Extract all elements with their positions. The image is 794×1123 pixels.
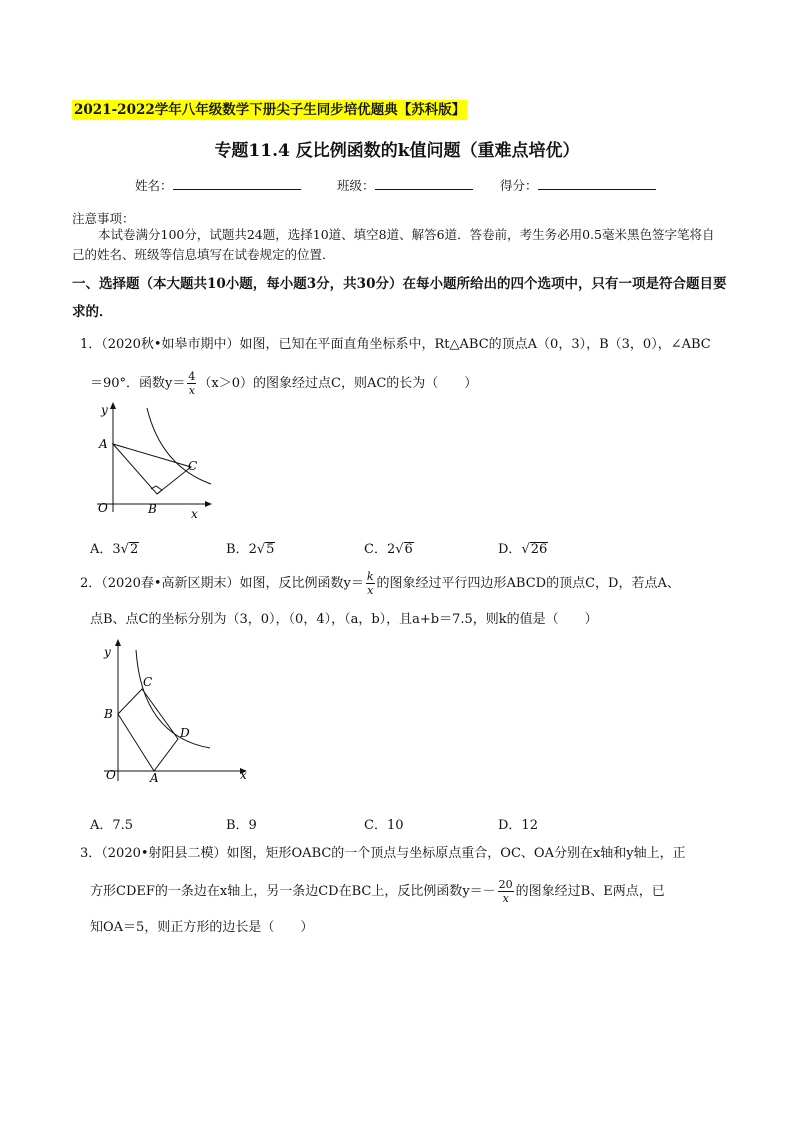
- q1-triangle: [113, 444, 191, 494]
- q2-label-o: O: [106, 768, 116, 782]
- q3-line1: 3．（2020•射阳县二模）如图，矩形OABC的一个顶点与坐标原点重合，OC、OA分别在x轴和y轴上，正: [80, 846, 686, 861]
- q2-figure: [90, 636, 260, 786]
- q3-line2: 方形CDEF的一条边在x轴上，另一条边CD在BC上，反比例函数y＝－ $\frac{20}{x}$ 的图象经过B、E两点，已: [90, 878, 665, 905]
- q1-option-c[interactable]: C．2√6: [364, 542, 413, 557]
- q1-label-c: C: [188, 459, 198, 473]
- q1-label-o: O: [98, 501, 108, 515]
- name-field: [135, 176, 301, 194]
- q2-option-d[interactable]: D．12: [498, 818, 538, 833]
- notice-body: 本试卷满分100分，试题共24题，选择10道、填空8道、解答6道．答卷前，考生务必用0.5毫米黑色签字笔将自己的姓名、班级等信息填写在试卷规定的位置．: [72, 227, 715, 262]
- name-blank: [173, 177, 301, 190]
- q3-line3: 知OA＝5，则正方形的边长是（ ）: [90, 920, 314, 935]
- q1-option-a[interactable]: A．3√2: [90, 542, 139, 557]
- q2-label-b: B: [104, 707, 113, 721]
- q1-label-b: B: [148, 502, 157, 516]
- class-field: [337, 176, 473, 194]
- class-blank: [375, 177, 473, 190]
- score-label: 得分：: [500, 178, 538, 193]
- score-field: [500, 176, 656, 194]
- q3-fraction: $\frac{20}{x}$: [498, 878, 513, 905]
- q2-y-arrow: [115, 639, 121, 646]
- q1-label-a: A: [99, 437, 108, 451]
- q2-label-x: x: [240, 768, 247, 782]
- q1-figure: [85, 400, 225, 522]
- q1-hyperbola: [147, 408, 211, 484]
- q2-label-a: A: [150, 771, 159, 785]
- q2-line2: 点B、点C的坐标分别为（3，0），（0，4），（a，b），且a+b＝7.5，则k的值是（ ）: [90, 612, 598, 627]
- q2-label-d: D: [180, 726, 190, 740]
- series-title: 2021-2022学年八年级数学下册尖子生同步培优题典【苏科版】: [74, 102, 466, 118]
- q2-option-b[interactable]: B．9: [226, 818, 257, 833]
- name-label: 姓名：: [135, 178, 173, 193]
- q2-option-c[interactable]: C．10: [364, 818, 404, 833]
- q1-line1: 1．（2020秋•如皋市期中）如图，已知在平面直角坐标系中，Rt△ABC的顶点A（0，3），B（3，0），∠ABC: [80, 337, 711, 352]
- q2-option-a[interactable]: A．7.5: [90, 818, 134, 833]
- class-label: 班级：: [337, 178, 375, 193]
- q1-fraction: $\frac{4}{x}$: [188, 370, 196, 397]
- q1-option-b[interactable]: B．2√5: [226, 542, 275, 557]
- q2-line1: 2．（2020春•高新区期末）如图，反比例函数y＝ $\frac{k}{x}$ 的图象经过平行四边形ABCD的顶点C，D，若点A、: [80, 570, 680, 597]
- q1-y-arrow: [110, 402, 116, 409]
- q2-hyperbola: [136, 650, 210, 748]
- notice-heading: 注意事项：: [72, 211, 135, 226]
- q1-option-d[interactable]: D．√26: [498, 542, 548, 557]
- q1-line2: ＝90°．函数y＝ $\frac{4}{x}$ （x＞0）的图象经过点C，则AC的长为（ ）: [90, 370, 478, 397]
- page-title: 专题11.4 反比例函数的k值问题（重难点培优）: [214, 141, 580, 161]
- section-heading: 一、选择题（本大题共10小题，每小题3分，共30分）在每小题所给出的四个选项中，只有一项是符合题目要求的．: [72, 276, 727, 320]
- q2-fraction: $\frac{k}{x}$: [366, 570, 374, 597]
- q2-label-y: y: [104, 645, 111, 659]
- score-blank: [538, 177, 656, 190]
- q2-label-c: C: [143, 675, 153, 689]
- q1-label-x: x: [191, 507, 198, 521]
- q1-x-arrow: [205, 501, 212, 507]
- q1-label-y: y: [101, 403, 108, 417]
